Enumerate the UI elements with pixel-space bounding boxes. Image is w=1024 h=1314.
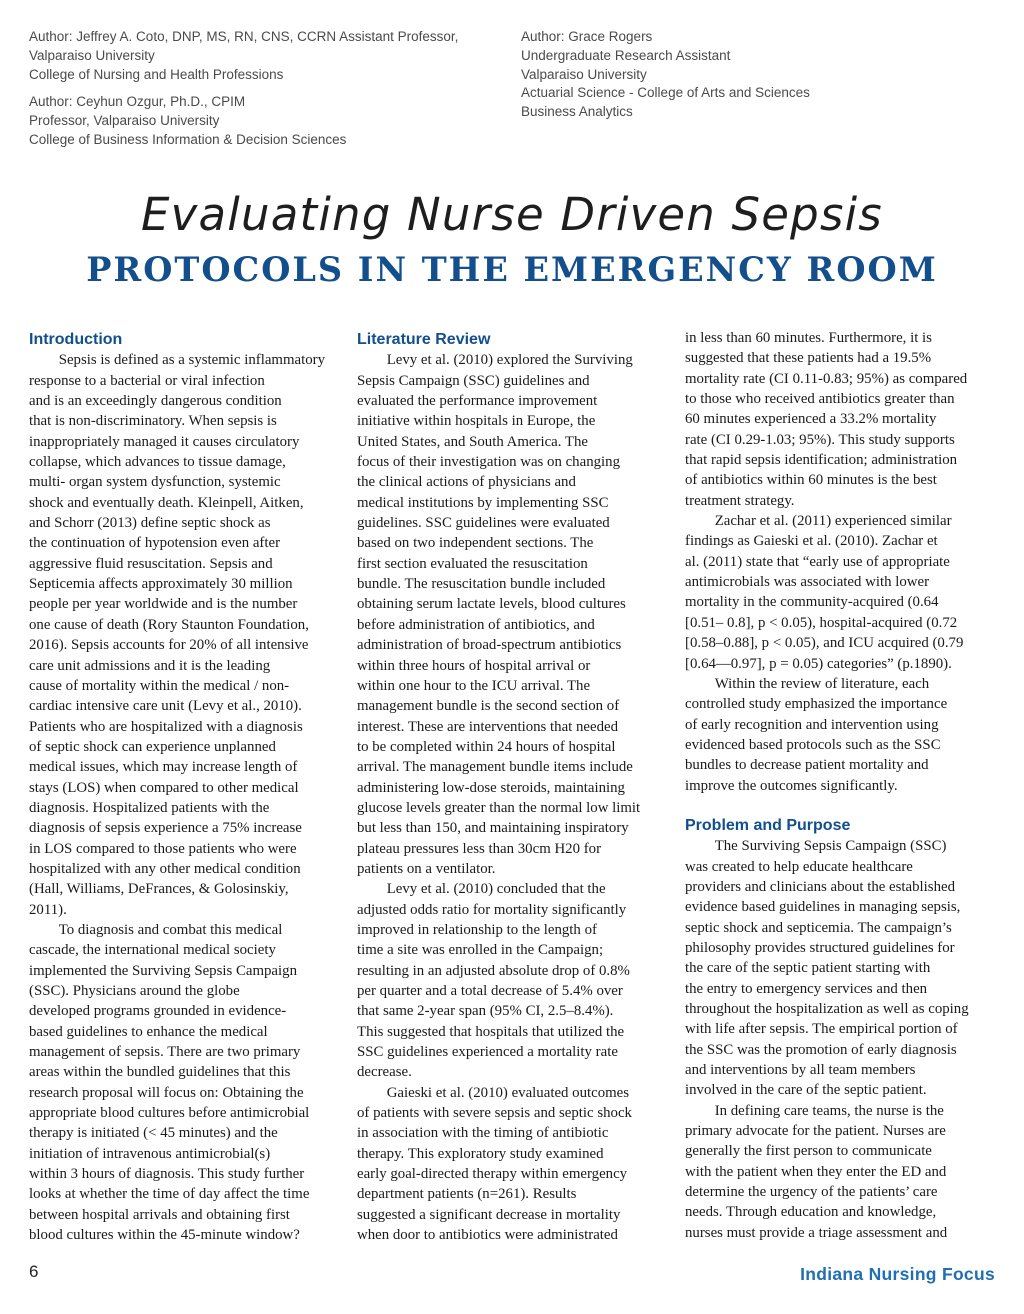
- text-line: Levy et al. (2010) explored the Surviving: [357, 352, 633, 369]
- introduction-body: [29, 350, 339, 1245]
- text-line: Gaieski et al. (2010) evaluated outcomes: [357, 1084, 630, 1101]
- author-line: Author: Grace Rogers: [521, 29, 653, 44]
- text-line: appropriate blood cultures before antimicrobial: [29, 1105, 310, 1122]
- text-line: looks at whether the time of day affect the time: [29, 1186, 310, 1203]
- text-line: suggested that these patients had a 19.5%: [685, 350, 932, 367]
- author-line: Valparaiso University: [521, 66, 647, 82]
- text-line: of septic shock can experience unplanned: [29, 738, 276, 755]
- text-line: plateau pressures less than 30cm H20 for: [357, 840, 602, 857]
- text-line: management of sepsis. There are two primary: [29, 1044, 301, 1061]
- text-line: research proposal will focus on: Obtaining the: [29, 1084, 304, 1101]
- text-line: and interventions by all team members: [685, 1062, 916, 1079]
- text-line: to those who received antibiotics greater than: [685, 391, 955, 408]
- text-line: Levy et al. (2010) concluded that the: [357, 881, 606, 898]
- article-title: [0, 186, 1024, 292]
- text-line: the entry to emergency services and then: [685, 980, 928, 997]
- author-block: [29, 93, 509, 149]
- author-block: [521, 28, 991, 122]
- text-line: To diagnosis and combat this medical: [29, 921, 283, 938]
- text-line: Within the review of literature, each: [685, 675, 930, 692]
- publication-name: Indiana Nursing Focus: [800, 1264, 995, 1284]
- problem-purpose-body: [685, 836, 995, 1243]
- text-line: [0.51– 0.8], p < 0.05), hospital-acquired (0.72: [685, 614, 958, 631]
- text-line: Septicemia affects approximately 30 million: [29, 576, 293, 593]
- text-line: and is an exceedingly dangerous condition: [29, 393, 282, 410]
- column-problem-purpose: [685, 328, 995, 1243]
- text-line: between hospital arrivals and obtaining first: [29, 1206, 290, 1223]
- text-line: SSC guidelines experienced a mortality rate: [357, 1044, 618, 1061]
- text-line: The Surviving Sepsis Campaign (SSC): [685, 838, 947, 855]
- column-literature-review: [357, 330, 667, 1245]
- text-line: interest. These are interventions that needed: [357, 718, 619, 735]
- text-line: evidenced based protocols such as the SSC: [685, 736, 941, 753]
- text-line: mortality rate (CI 0.11-0.83; 95%) as compared: [685, 370, 968, 387]
- author-line: Valparaiso University: [29, 47, 155, 63]
- text-line: per quarter and a total decrease of 5.4% over: [357, 983, 623, 999]
- text-line: 60 minutes experienced a 33.2% mortality: [685, 411, 937, 428]
- text-line: rate (CI 0.29-1.03; 95%). This study supports: [685, 431, 955, 448]
- text-line: involved in the care of the septic patient.: [685, 1082, 927, 1099]
- text-line: department patients (n=261). Results: [357, 1186, 577, 1203]
- text-line: to be completed within 24 hours of hospital: [357, 738, 616, 755]
- text-line: implemented the Surviving Sepsis Campaign: [29, 962, 297, 979]
- text-line: within one hour to the ICU arrival. The: [357, 677, 591, 694]
- text-line: areas within the bundled guidelines that this: [29, 1064, 291, 1081]
- text-line: [0.58–0.88], p < 0.05), and ICU acquired (0.79: [685, 635, 964, 652]
- text-line: resulting in an adjusted absolute drop of 0.8%: [357, 962, 630, 979]
- text-line: cause of mortality within the medical / non-: [29, 677, 290, 694]
- text-line: Sepsis Campaign (SSC) guidelines and: [357, 372, 590, 389]
- text-line: the clinical actions of physicians and: [357, 474, 576, 491]
- text-line: initiation of intravenous antimicrobial(s): [29, 1145, 271, 1162]
- text-line: in association with the timing of antibiotic: [357, 1125, 609, 1142]
- text-line: aggressive fluid resuscitation. Sepsis and: [29, 555, 273, 572]
- text-line: findings as Gaieski et al. (2010). Zachar et: [685, 533, 938, 550]
- text-line: with the patient when they enter the ED and: [685, 1163, 947, 1180]
- text-line: administration of broad-spectrum antibiotics: [357, 637, 622, 654]
- literature-review-continued-body: [685, 328, 995, 796]
- text-line: the continuation of hypotension even after: [29, 535, 281, 552]
- text-line: improve the outcomes significantly.: [685, 777, 898, 794]
- text-line: inappropriately managed it causes circulatory: [29, 433, 300, 450]
- text-line: response to a bacterial or viral infection: [29, 372, 265, 389]
- text-line: based guidelines to enhance the medical: [29, 1023, 268, 1040]
- text-line: one cause of death (Rory Staunton Foundation,: [29, 616, 309, 633]
- text-line: guidelines. SSC guidelines were evaluated: [357, 515, 610, 532]
- text-line: determine the urgency of the patients’ care: [685, 1184, 938, 1201]
- text-line: philosophy provides structured guidelines for: [685, 939, 955, 956]
- text-line: This suggested that hospitals that utilized the: [357, 1023, 625, 1040]
- author-line: Actuarial Science - College of Arts and Sciences: [521, 85, 810, 101]
- text-line: improved in relationship to the length of: [357, 921, 597, 938]
- text-line: diagnosis. Hospitalized patients with the: [29, 799, 270, 816]
- author-line: College of Nursing and Health Professions: [29, 66, 284, 82]
- text-line: first section evaluated the resuscitation: [357, 555, 588, 572]
- text-line: bundle. The resuscitation bundle included: [357, 576, 606, 593]
- text-line: providers and clinicians about the established: [685, 878, 955, 895]
- text-line: suggested a significant decrease in mortality: [357, 1206, 621, 1223]
- text-line: Sepsis is defined as a systemic inflammatory: [29, 352, 325, 369]
- text-line: initiative within hospitals in Europe, the: [357, 413, 596, 430]
- text-line: and Schorr (2013) define septic shock as: [29, 515, 271, 532]
- text-line: in less than 60 minutes. Furthermore, it is: [685, 330, 932, 346]
- text-line: United States, and South America. The: [357, 433, 588, 450]
- section-heading-literature-review: Literature Review: [357, 331, 491, 348]
- text-line: collapse, which advances to tissue damage,: [29, 454, 286, 471]
- text-line: (Hall, Williams, DeFrances, & Golosinskiy,: [29, 881, 289, 898]
- text-line: before administration of antibiotics, and: [357, 616, 595, 633]
- text-line: al. (2011) state that “early use of appropriate: [685, 553, 950, 570]
- text-line: therapy is initiated (< 45 minutes) and the: [29, 1125, 278, 1142]
- text-line: developed programs grounded in evidence-: [29, 1003, 287, 1020]
- text-line: controlled study emphasized the importance: [685, 696, 948, 713]
- text-line: but less than 150, and maintaining inspiratory: [357, 820, 629, 837]
- author-line: Business Analytics: [521, 104, 633, 120]
- text-line: of patients with severe sepsis and septic shock: [357, 1105, 632, 1122]
- text-line: generally the first person to communicate: [685, 1143, 932, 1160]
- text-line: evaluated the performance improvement: [357, 393, 598, 410]
- text-line: [0.64—0.97], p = 0.05) categories” (p.1890).: [685, 655, 952, 672]
- text-line: primary advocate for the patient. Nurses are: [685, 1123, 946, 1140]
- author-line: Author: Ceyhun Ozgur, Ph.D., CPIM: [29, 94, 246, 110]
- text-line: bundles to decrease patient mortality and: [685, 757, 929, 774]
- text-line: when door to antibiotics were administrated: [357, 1227, 618, 1244]
- author-line: Professor, Valparaiso University: [29, 113, 220, 129]
- text-line: early goal-directed therapy within emergency: [357, 1166, 628, 1183]
- literature-review-body: [357, 350, 667, 1245]
- section-heading-problem-purpose: Problem and Purpose: [685, 816, 851, 834]
- text-line: hospitalized with any other medical condition: [29, 860, 301, 877]
- author-line: Author: Jeffrey A. Coto, DNP, MS, RN, CNS, CCRN Assistant Professor,: [29, 29, 459, 44]
- column-introduction: [29, 330, 339, 1245]
- text-line: glucose levels greater than the normal low limit: [357, 799, 641, 816]
- text-line: throughout the hospitalization as well as coping: [685, 1001, 969, 1017]
- text-line: was created to help educate healthcare: [685, 858, 913, 875]
- text-line: focus of their investigation was on changing: [357, 454, 621, 471]
- text-line: patients on a ventilator.: [357, 860, 496, 877]
- text-line: the SSC was the promotion of early diagnosis: [685, 1041, 957, 1058]
- text-line: 2016). Sepsis accounts for 20% of all intensive: [29, 637, 309, 654]
- author-block: [29, 28, 509, 84]
- text-line: that is non-discriminatory. When sepsis is: [29, 413, 277, 430]
- text-line: administering low-dose steroids, maintaining: [357, 779, 625, 796]
- article-title-main: Evaluating Nurse Driven Sepsis: [141, 188, 883, 241]
- text-line: therapy. This exploratory study examined: [357, 1145, 604, 1162]
- text-line: with life after sepsis. The empirical portion of: [685, 1021, 958, 1038]
- text-line: blood cultures within the 45-minute window?: [29, 1227, 300, 1244]
- text-line: shock and eventually death. Kleinpell, Aitken,: [29, 494, 304, 511]
- text-line: 2011).: [29, 901, 67, 918]
- article-title-sub: PROTOCOLS IN THE EMERGENCY ROOM: [86, 250, 938, 289]
- text-line: based on two independent sections. The: [357, 535, 594, 552]
- text-line: cardiac intensive care unit (Levy et al., 2010).: [29, 698, 302, 715]
- text-line: that rapid sepsis identification; administration: [685, 452, 958, 469]
- text-line: multi- organ system dysfunction, systemic: [29, 474, 281, 491]
- text-line: diagnosis of sepsis experience a 75% increase: [29, 820, 302, 837]
- text-line: care unit admissions and it is the leading: [29, 657, 271, 674]
- text-line: stays (LOS) when compared to other medical: [29, 779, 299, 796]
- text-line: management bundle is the second section of: [357, 698, 620, 715]
- text-line: the care of the septic patient starting with: [685, 960, 931, 977]
- text-line: time a site was enrolled in the Campaign;: [357, 942, 604, 959]
- text-line: that same 2-year span (95% CI, 2.5–8.4%).: [357, 1003, 614, 1020]
- text-line: In defining care teams, the nurse is the: [685, 1102, 944, 1119]
- text-line: nurses must provide a triage assessment and: [685, 1224, 948, 1241]
- text-line: people per year worldwide and is the number: [29, 596, 298, 613]
- text-line: within three hours of hospital arrival or: [357, 657, 591, 674]
- text-line: decrease.: [357, 1064, 412, 1081]
- text-line: septic shock and septicemia. The campaign’s: [685, 919, 952, 936]
- text-line: (SSC). Physicians around the globe: [29, 983, 240, 999]
- text-line: cascade, the international medical society: [29, 942, 276, 959]
- text-line: medical institutions by implementing SSC: [357, 494, 609, 511]
- text-line: in LOS compared to those patients who were: [29, 840, 297, 857]
- text-line: Zachar et al. (2011) experienced similar: [685, 513, 952, 530]
- text-line: arrival. The management bundle items include: [357, 759, 633, 776]
- author-line: Undergraduate Research Assistant: [521, 47, 731, 63]
- author-credits-right: [521, 28, 991, 131]
- text-line: needs. Through education and knowledge,: [685, 1204, 937, 1221]
- text-line: of antibiotics within 60 minutes is the best: [685, 472, 937, 489]
- author-line: College of Business Information & Decision Sciences: [29, 131, 347, 147]
- text-line: Patients who are hospitalized with a diagnosis: [29, 718, 303, 735]
- page-number: 6: [29, 1262, 39, 1281]
- section-heading-introduction: Introduction: [29, 331, 123, 348]
- text-line: of early recognition and intervention using: [685, 716, 939, 733]
- author-credits-left: [29, 28, 509, 159]
- text-line: within 3 hours of diagnosis. This study further: [29, 1166, 305, 1183]
- text-line: mortality in the community-acquired (0.64: [685, 594, 939, 611]
- text-line: obtaining serum lactate levels, blood cultures: [357, 596, 626, 613]
- text-line: adjusted odds ratio for mortality significantly: [357, 901, 627, 918]
- text-line: treatment strategy.: [685, 492, 795, 509]
- text-line: medical issues, which may increase length of: [29, 759, 298, 776]
- text-line: antimicrobials was associated with lower: [685, 574, 930, 591]
- text-line: evidence based guidelines in managing sepsis,: [685, 899, 961, 916]
